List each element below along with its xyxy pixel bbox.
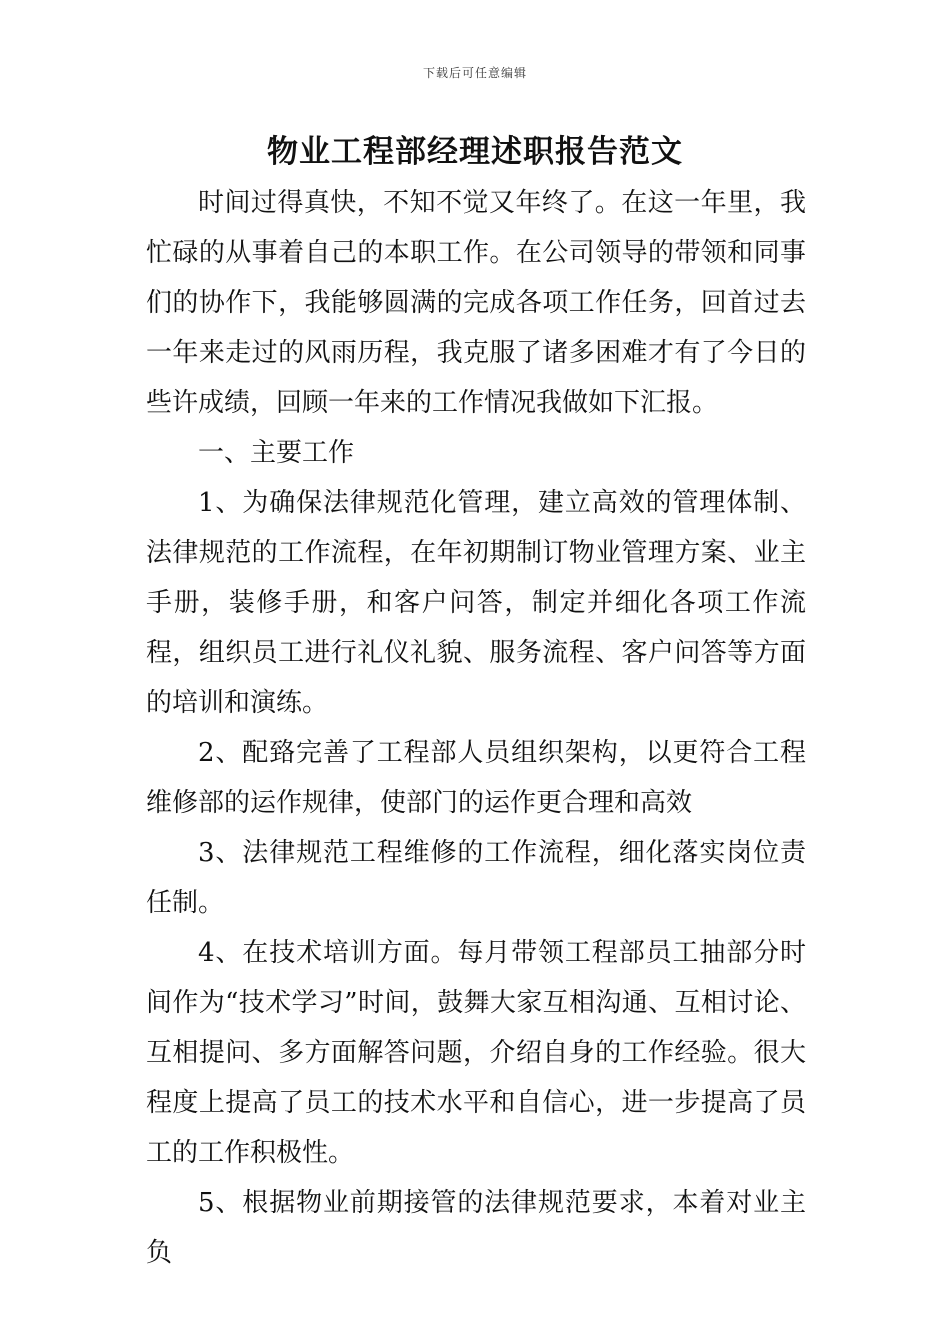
header-note: 下载后可任意编辑 [422, 66, 527, 80]
paragraph-item-5: 5、根据物业前期接管的法律规范要求，本着对业主负 [146, 1188, 806, 1268]
paragraph-item-4: 4、在技术培训方面。每月带领工程部员工抽部分时间作为“技术学习”时间，鼓舞大家互相沟通、互相讨论、互相提问、多方面解答问题，介绍自身的工作经验。很大程度上提高了员工的技术水平和自信心，进一步提高了员工的工作积极性。 [146, 938, 806, 1168]
paragraph-item-1: 1、为确保法律规范化管理，建立高效的管理体制、法律规范的工作流程，在年初期制订物业管理方案、业主手册，装修手册，和客户问答，制定并细化各项工作流程，组织员工进行礼仪礼貌、服务流程、客户问答等方面的培训和演练。 [146, 488, 806, 718]
paragraph-item-3: 3、法律规范工程维修的工作流程，细化落实岗位责任制。 [146, 838, 806, 918]
paragraph-item-2: 2、配臵完善了工程部人员组织架构，以更符合工程维修部的运作规律，使部门的运作更合理和高效 [146, 738, 806, 818]
paragraph-intro: 时间过得真快，不知不觉又年终了。在这一年里，我忙碌的从事着自己的本职工作。在公司领导的带领和同事们的协作下，我能够圆满的完成各项工作任务，回首过去一年来走过的风雨历程，我克服了诸多困难才有了今日的些许成绩，回顾一年来的工作情况我做如下汇报。 [146, 188, 806, 418]
document-title: 物业工程部经理述职报告范文 [267, 134, 683, 170]
document-body [146, 178, 806, 1278]
section-heading-main-work: 一、主要工作 [198, 438, 355, 468]
